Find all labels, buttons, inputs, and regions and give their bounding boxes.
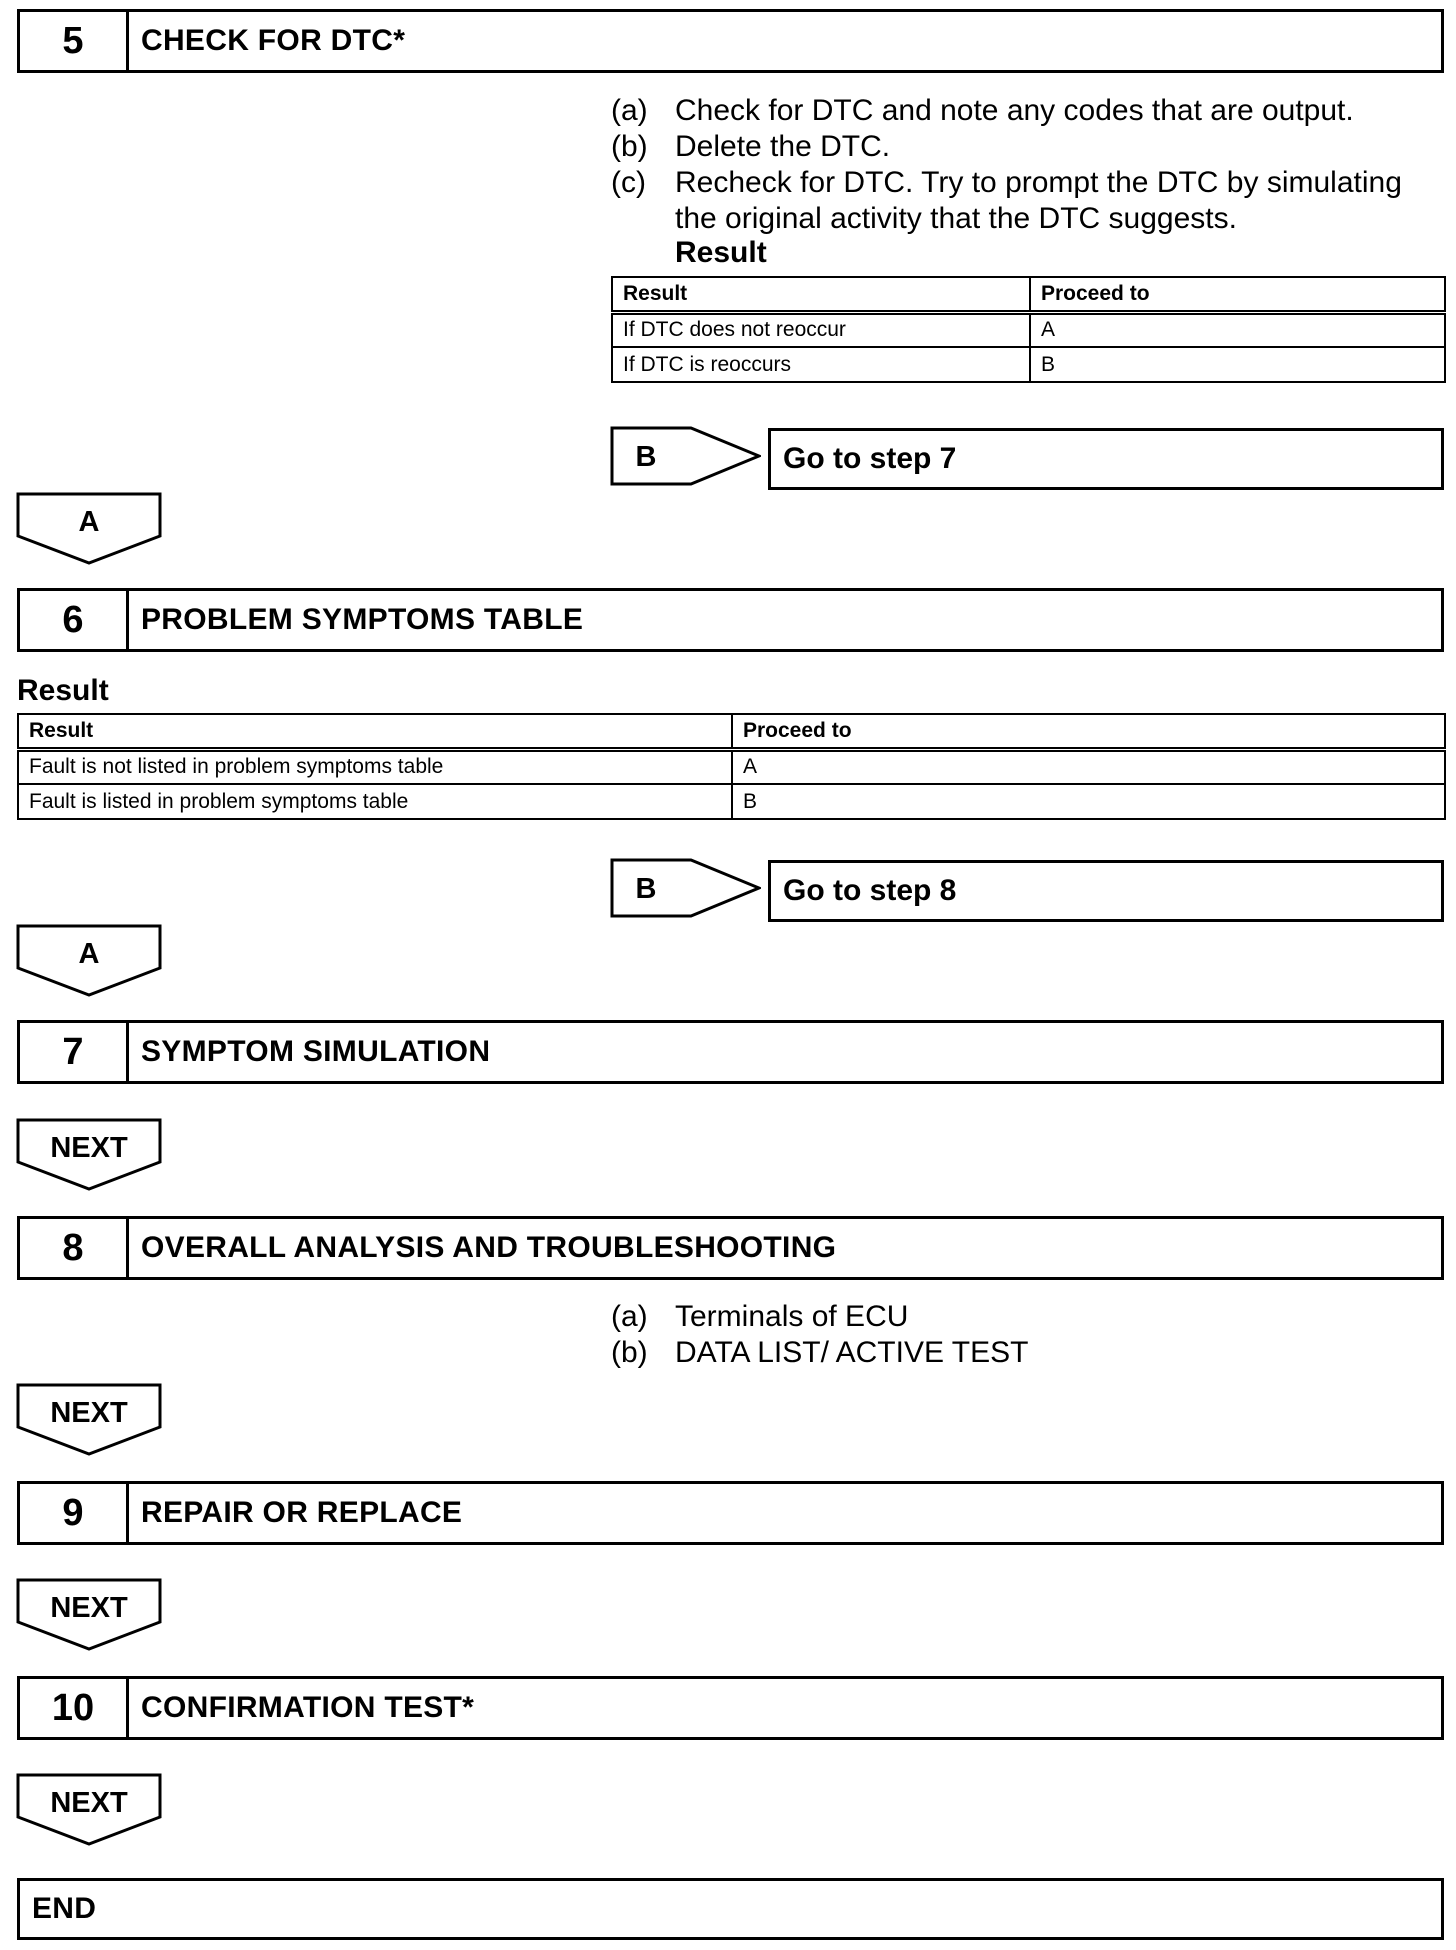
table-row: [612, 347, 1445, 382]
step-5-instructions: [611, 93, 1431, 237]
next-arrow: [16, 1773, 164, 1847]
instruction-text: Terminals of ECU: [675, 1300, 909, 1333]
next-label: NEXT: [50, 1592, 128, 1624]
end-box: [17, 1878, 1444, 1940]
instruction-item: [611, 1335, 1431, 1371]
instruction-item: [611, 129, 1431, 165]
step-5-header: [17, 9, 1444, 73]
instruction-label: (c): [611, 166, 646, 199]
instruction-label: (a): [611, 94, 648, 127]
step-title: CHECK FOR DTC*: [141, 24, 406, 57]
table-cell: B: [732, 784, 1445, 819]
instruction-item: [611, 93, 1431, 129]
step-number: 5: [20, 12, 129, 70]
next-label: NEXT: [50, 1787, 128, 1819]
step-5-result-table: [611, 276, 1446, 383]
instruction-text: Check for DTC and note any codes that are output.: [675, 94, 1354, 127]
branch-label: B: [635, 873, 657, 905]
branch-b-arrow: [609, 425, 761, 487]
goto-step-8[interactable]: Go to step 8: [768, 860, 1444, 922]
instruction-label: (b): [611, 130, 648, 163]
step-6-result-table: [17, 713, 1446, 820]
next-arrow: [16, 1578, 164, 1652]
step-title: REPAIR OR REPLACE: [141, 1496, 463, 1529]
instruction-item: [611, 165, 1431, 237]
table-header-cell: Proceed to: [1030, 277, 1445, 312]
table-cell: Fault is not listed in problem symptoms table: [18, 749, 732, 784]
step-10-header: [17, 1676, 1444, 1740]
step-number: 10: [20, 1679, 129, 1737]
table-header-cell: Result: [612, 277, 1030, 312]
step-6-header: [17, 588, 1444, 652]
result-heading: Result: [675, 236, 767, 269]
step-title: CONFIRMATION TEST*: [141, 1691, 475, 1724]
table-row: [18, 784, 1445, 819]
branch-b-arrow: [609, 857, 761, 919]
step-title: SYMPTOM SIMULATION: [141, 1035, 491, 1068]
instruction-text: Recheck for DTC. Try to prompt the DTC by simulating the original activity that the DTC suggests.: [675, 166, 1402, 235]
table-header-cell: Result: [18, 714, 732, 749]
continue-label: A: [78, 938, 100, 970]
next-label: NEXT: [50, 1132, 128, 1164]
table-cell: A: [1030, 312, 1445, 347]
instruction-item: [611, 1299, 1431, 1335]
result-heading: Result: [17, 674, 109, 707]
goto-step-7[interactable]: Go to step 7: [768, 428, 1444, 490]
branch-label: B: [635, 441, 657, 473]
table-cell: B: [1030, 347, 1445, 382]
next-arrow: [16, 1118, 164, 1192]
table-cell: If DTC is reoccurs: [612, 347, 1030, 382]
next-label: NEXT: [50, 1397, 128, 1429]
continue-label: A: [78, 506, 100, 538]
table-cell: Fault is listed in problem symptoms table: [18, 784, 732, 819]
end-label: END: [32, 1892, 97, 1925]
instruction-text: DATA LIST/ ACTIVE TEST: [675, 1336, 1029, 1369]
step-number: 9: [20, 1484, 129, 1542]
instruction-label: (a): [611, 1300, 648, 1333]
next-arrow: [16, 1383, 164, 1457]
table-row: [612, 312, 1445, 347]
table-cell: A: [732, 749, 1445, 784]
table-header-row: [18, 714, 1445, 749]
continue-a-arrow: [16, 924, 164, 998]
table-cell: If DTC does not reoccur: [612, 312, 1030, 347]
table-row: [18, 749, 1445, 784]
table-header-row: [612, 277, 1445, 312]
continue-a-arrow: [16, 492, 164, 566]
table-header-cell: Proceed to: [732, 714, 1445, 749]
step-title: PROBLEM SYMPTOMS TABLE: [141, 603, 584, 636]
step-number: 7: [20, 1023, 129, 1081]
step-title: OVERALL ANALYSIS AND TROUBLESHOOTING: [141, 1231, 837, 1264]
step-number: 8: [20, 1219, 129, 1277]
instruction-label: (b): [611, 1336, 648, 1369]
instruction-text: Delete the DTC.: [675, 130, 891, 163]
step-number: 6: [20, 591, 129, 649]
step-8-header: [17, 1216, 1444, 1280]
step-9-header: [17, 1481, 1444, 1545]
step-8-instructions: [611, 1299, 1431, 1371]
step-7-header: [17, 1020, 1444, 1084]
